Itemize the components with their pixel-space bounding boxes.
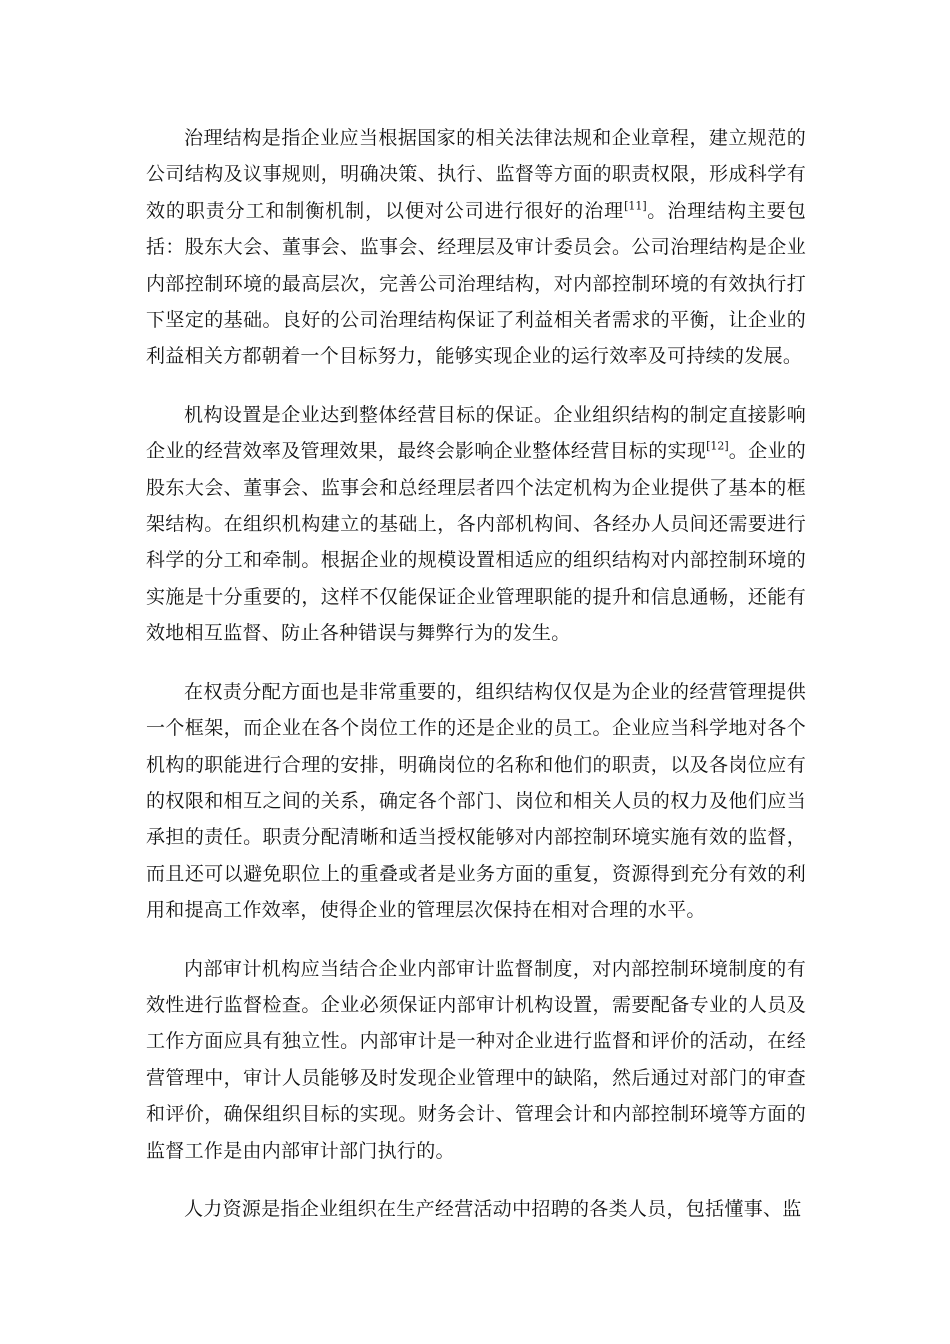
paragraph-text: 治理结构是指企业应当根据国家的相关法律法规和企业章程，建立规范的公司结构及议事规则，明确决策、执行、监督等方面的职责权限，形成科学有效的职责分工和制衡机制，以便对公司进行很好的治理: [146, 127, 806, 222]
paragraph-human-resources: [146, 1191, 806, 1227]
paragraph-text: 内部审计机构应当结合企业内部审计监督制度，对内部控制环境制度的有效性进行监督检查。企业必须保证内部审计机构设置，需要配备专业的人员及工作方面应具有独立性。内部审计是一种对企业进行监督和评价的活动，在经营管理中，审计人员能够及时发现企业管理中的缺陷，然后通过对部门的审查和评价，确保组织目标的实现。财务会计、管理会计和内部控制环境等方面的监督工作是由内部审计部门执行的。: [146, 957, 806, 1162]
body-text: [146, 120, 806, 1227]
paragraph-organization-setup: [146, 397, 806, 652]
paragraph-text: 在权责分配方面也是非常重要的，组织结构仅仅是为企业的经营管理提供一个框架，而企业在各个岗位工作的还是企业的员工。企业应当科学地对各个机构的职能进行合理的安排，明确岗位的名称和他们的职责，以及各岗位应有的权限和相互之间的关系，确定各个部门、岗位和相关人员的权力及他们应当承担的责任。职责分配清晰和适当授权能够对内部控制环境实施有效的监督，而且还可以避免职位上的重叠或者是业务方面的重复，资源得到充分有效的利用和提高工作效率，使得企业的管理层次保持在相对合理的水平。: [146, 680, 806, 922]
paragraph-text: 机构设置是企业达到整体经营目标的保证。企业组织结构的制定直接影响企业的经营效率及管理效果，最终会影响企业整体经营目标的实现: [146, 403, 806, 463]
paragraph-internal-audit: [146, 951, 806, 1169]
citation-ref-12: [12]: [706, 439, 729, 453]
paragraph-text: 。治理结构主要包括：股东大会、董事会、监事会、经理层及审计委员会。公司治理结构是企业内部控制环境的最高层次，完善公司治理结构，对内部控制环境的有效执行打下坚定的基础。良好的公司治理结构保证了利益相关者需求的平衡，让企业的利益相关方都朝着一个目标努力，能够实现企业的运行效率及可持续的发展。: [146, 199, 807, 368]
paragraph-text: 。企业的股东大会、董事会、监事会和总经理层者四个法定机构为企业提供了基本的框架结构。在组织机构建立的基础上，各内部机构间、各经办人员间还需要进行科学的分工和牵制。根据企业的规模设置相适应的组织结构对内部控制环境的实施是十分重要的，这样不仅能保证企业管理职能的提升和信息通畅，还能有效地相互监督、防止各种错误与舞弊行为的发生。: [146, 440, 806, 645]
paragraph-text: 人力资源是指企业组织在生产经营活动中招聘的各类人员，包括懂事、监: [184, 1197, 802, 1220]
citation-ref-11: [11]: [624, 199, 647, 213]
paragraph-responsibility-allocation: [146, 674, 806, 929]
paragraph-governance-structure: [146, 120, 806, 375]
